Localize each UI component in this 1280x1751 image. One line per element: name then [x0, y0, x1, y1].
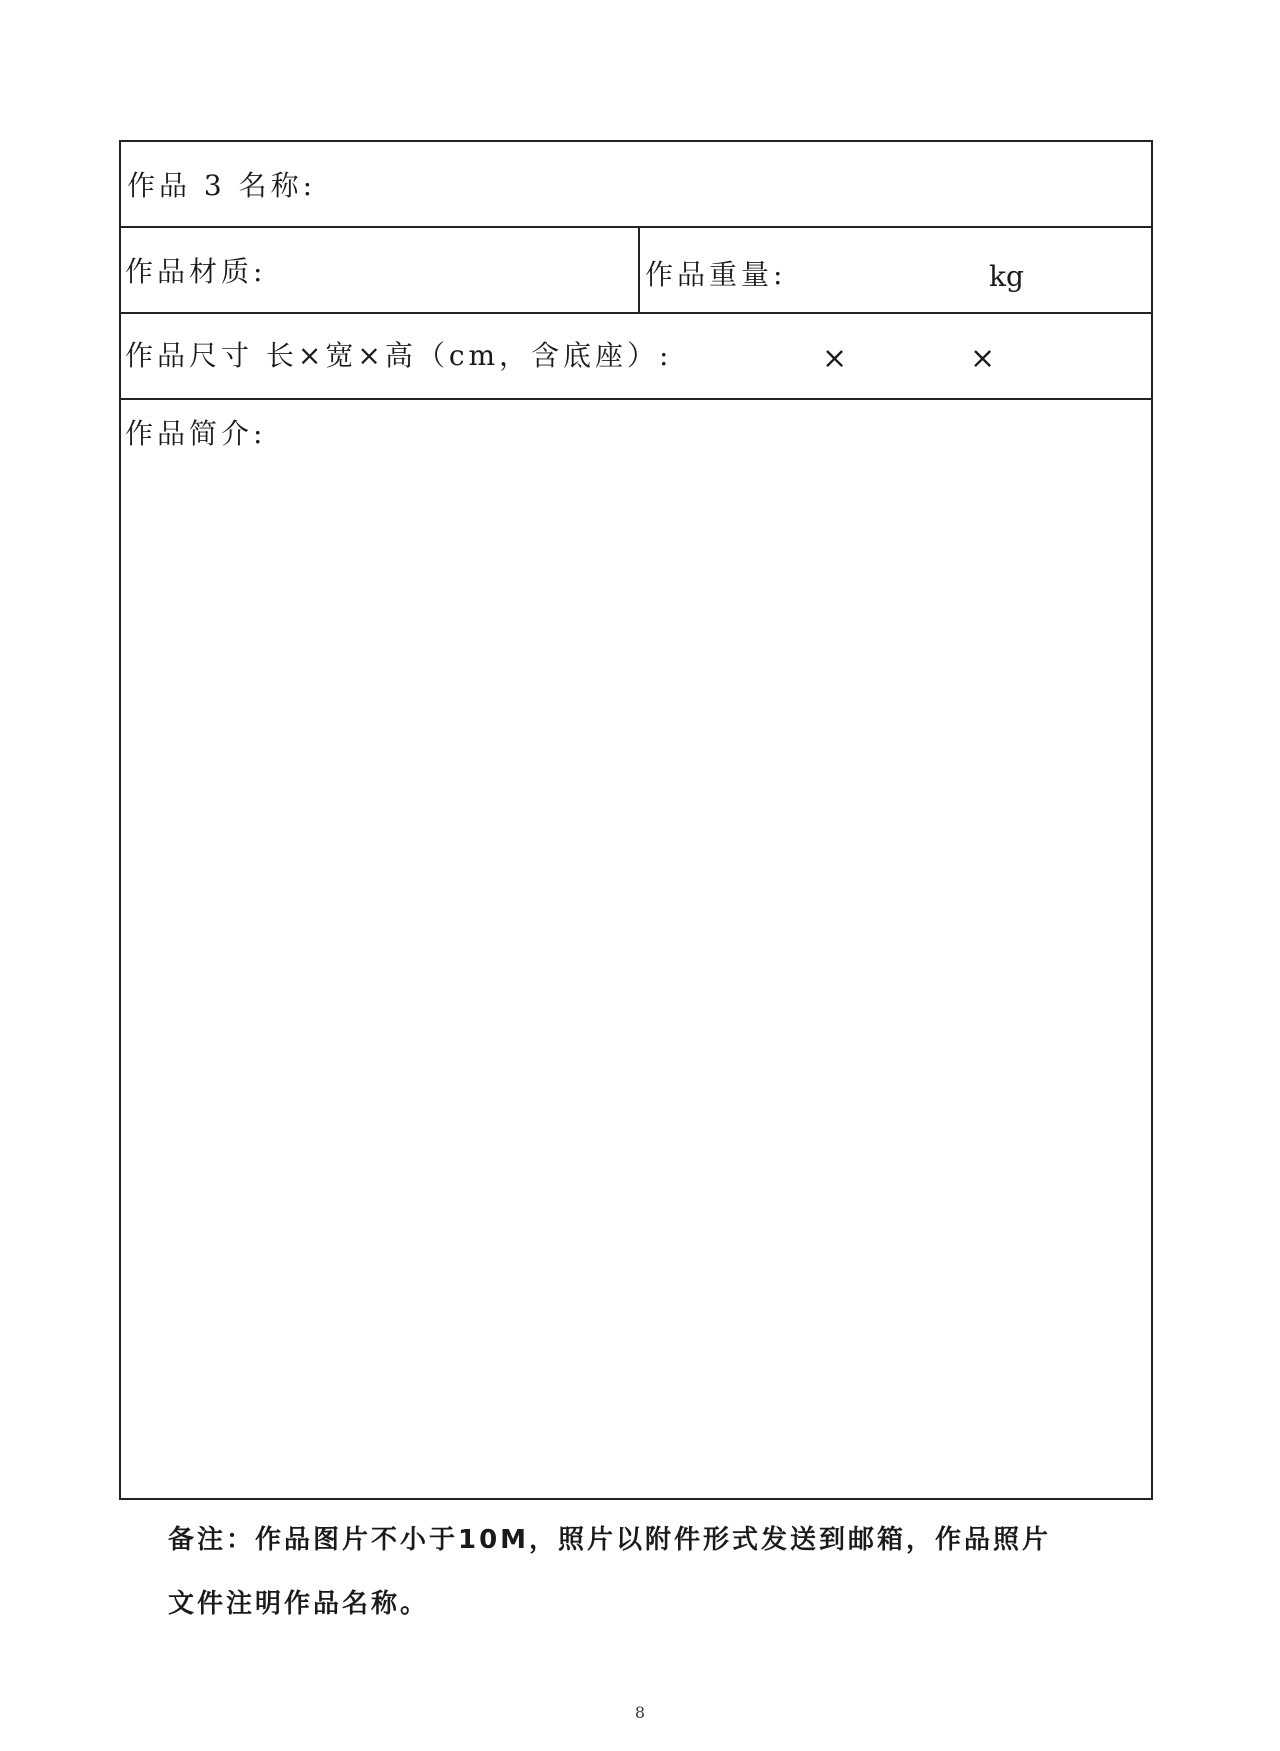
cell-divider	[638, 228, 640, 312]
page-number: 8	[634, 1703, 646, 1722]
weight-unit: kg	[989, 260, 1024, 293]
size-label: 作品尺寸 长×宽×高（cm，含底座）:	[125, 339, 673, 372]
size-row	[121, 314, 1151, 400]
size-separator-2: ×	[970, 341, 996, 376]
material-label: 作品材质:	[125, 255, 267, 288]
note-line-2: 文件注明作品名称。	[168, 1589, 430, 1619]
entry-form-table	[119, 140, 1153, 1500]
intro-label: 作品简介:	[125, 417, 267, 450]
note-line-1: 备注：作品图片不小于10M，照片以附件形式发送到邮箱，作品照片	[168, 1525, 1052, 1555]
weight-label: 作品重量:	[645, 258, 787, 291]
material-weight-row	[121, 228, 1151, 314]
work-name-row	[121, 142, 1151, 228]
size-separator-1: ×	[822, 341, 848, 376]
work-name-label: 作品 3 名称:	[127, 169, 317, 202]
